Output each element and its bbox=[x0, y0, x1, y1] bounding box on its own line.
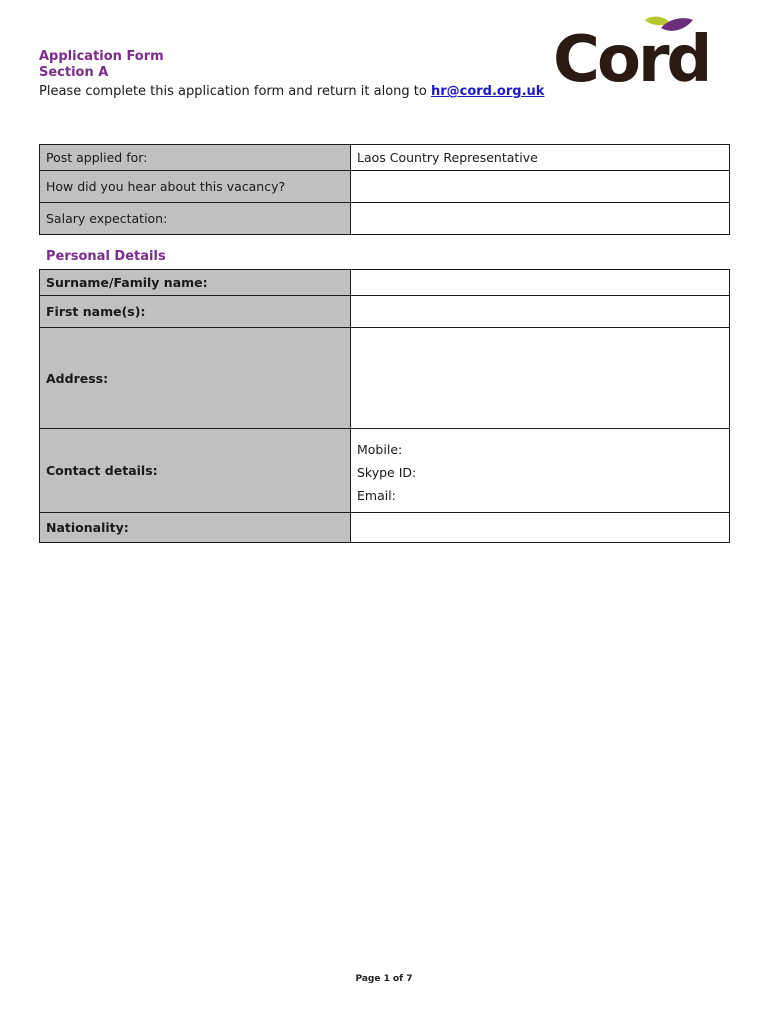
salary-label: Salary expectation: bbox=[40, 203, 351, 235]
table-row bbox=[40, 513, 730, 543]
table-row bbox=[40, 270, 730, 296]
contact-details-field[interactable] bbox=[351, 429, 730, 513]
email-label: Email: bbox=[357, 488, 396, 503]
mobile-label: Mobile: bbox=[357, 442, 403, 457]
vacancy-source-field[interactable] bbox=[351, 171, 730, 203]
first-name-field[interactable] bbox=[351, 296, 730, 328]
post-applied-label: Post applied for: bbox=[40, 145, 351, 171]
table-row bbox=[40, 145, 730, 171]
address-label: Address: bbox=[40, 328, 351, 429]
table-row bbox=[40, 429, 730, 513]
form-title: Application Form bbox=[39, 49, 164, 64]
nationality-field[interactable] bbox=[351, 513, 730, 543]
page-number: Page 1 of 7 bbox=[355, 974, 413, 984]
table-row bbox=[40, 328, 730, 429]
nationality-label: Nationality: bbox=[40, 513, 351, 543]
table-row bbox=[40, 171, 730, 203]
post-table bbox=[39, 144, 730, 235]
contact-details-label: Contact details: bbox=[40, 429, 351, 513]
address-field[interactable] bbox=[351, 328, 730, 429]
email-link[interactable]: hr@cord.org.uk bbox=[430, 84, 545, 99]
salary-field[interactable] bbox=[351, 203, 730, 235]
cord-logo bbox=[553, 14, 713, 97]
section-title: Section A bbox=[39, 65, 109, 80]
vacancy-source-label: How did you hear about this vacancy? bbox=[40, 171, 351, 203]
table-row bbox=[40, 296, 730, 328]
intro-text-body: Please complete this application form and return it along to bbox=[39, 84, 431, 99]
logo-wordmark: Cord bbox=[553, 23, 710, 97]
table-row bbox=[40, 203, 730, 235]
personal-details-table bbox=[39, 269, 730, 543]
first-name-label: First name(s): bbox=[40, 296, 351, 328]
skype-id-label: Skype ID: bbox=[357, 465, 417, 480]
surname-field[interactable] bbox=[351, 270, 730, 296]
post-applied-value[interactable]: Laos Country Representative bbox=[351, 145, 730, 171]
surname-label: Surname/Family name: bbox=[40, 270, 351, 296]
personal-details-heading: Personal Details bbox=[46, 249, 166, 264]
intro-text bbox=[39, 84, 544, 99]
